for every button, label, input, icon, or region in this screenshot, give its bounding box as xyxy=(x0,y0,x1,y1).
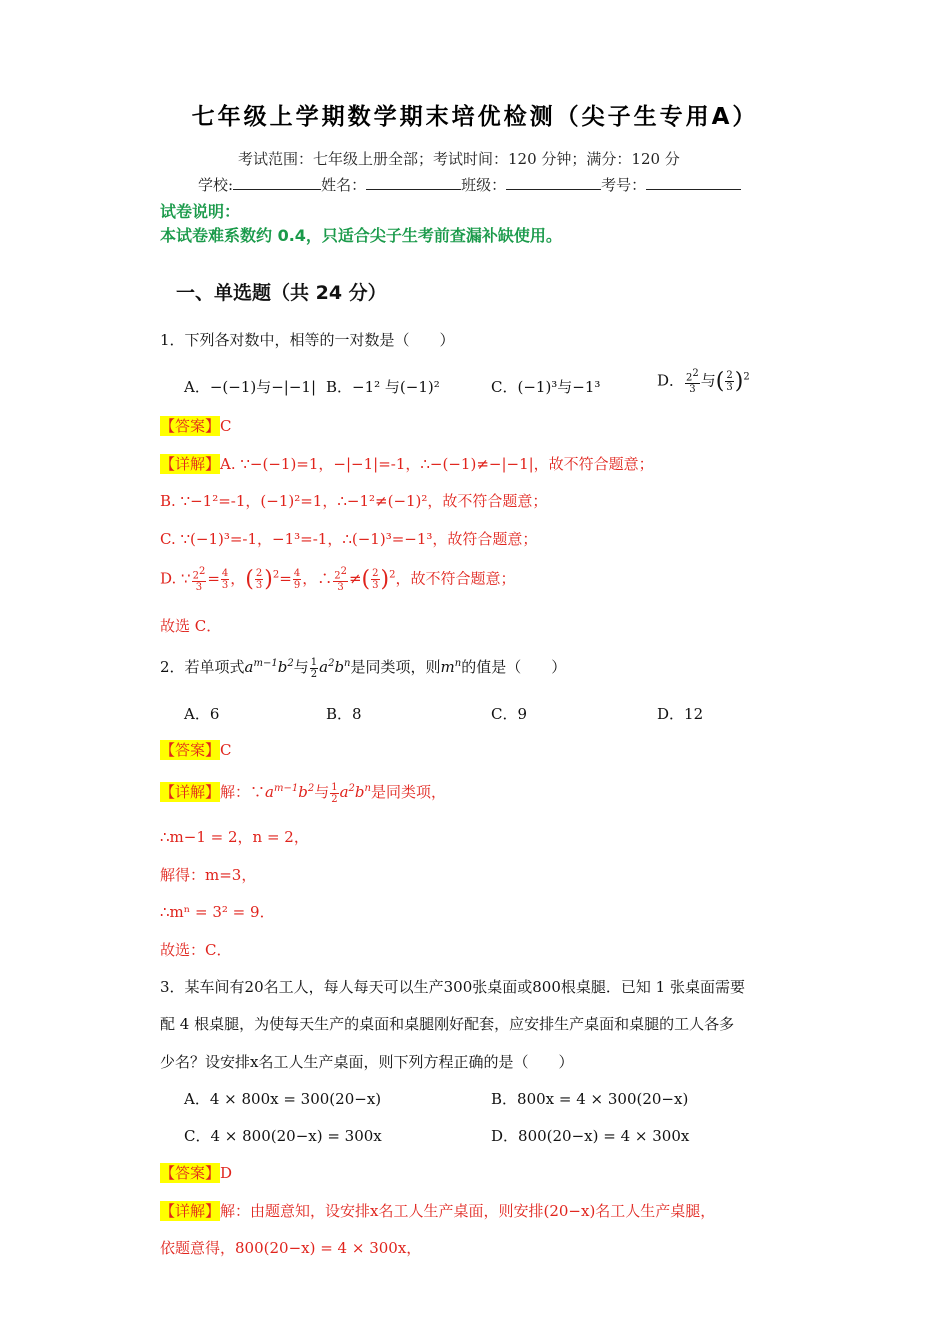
q2-option-b: B．8 xyxy=(326,705,362,723)
page-title: 七年级上学期数学期末培优检测（尖子生专用A） xyxy=(191,104,759,130)
q1-option-c: C．(−1)³与−1³ xyxy=(491,378,601,396)
number-label: 考号： xyxy=(601,176,647,194)
exam-info: 考试范围：七年级上册全部；考试时间：120 分钟；满分：120 分 xyxy=(238,150,680,168)
q3-detail-2: 依题意得，800(20−x) = 4 × 300x， xyxy=(160,1239,422,1257)
q1-conclusion: 故选 C． xyxy=(160,617,222,635)
q3-stem-line-2: 配 4 根桌腿，为使每天生产的桌面和桌腿刚好配套，应安排生产桌面和桌腿的工人各多 xyxy=(160,1015,735,1033)
q1-answer-value: C xyxy=(220,417,232,435)
q1-option-a: A．−(−1)与−|−1| xyxy=(184,378,317,396)
q3-stem-line-1: 3．某车间有20名工人，每人每天可以生产300张桌面或800根桌腿．已知 1 张桌面需要 xyxy=(160,978,745,996)
q1-detail-4: D. ∵ $\frac{2^2}{3}$ = $\frac{4}{3}$ ，( $\frac{2}{3}$ )$^2$= $\frac{4}{9}$ ，∴ $\frac{2^2}{3}$ ≠( $\frac{2}{3}$ )$^2$，故不符合题意； xyxy=(160,566,516,594)
detail-tag: 【详解】 xyxy=(160,455,221,473)
q1-option-b: B．−1² 与(−1)² xyxy=(326,378,440,396)
q1-option-d-label: D． xyxy=(657,371,685,390)
number-blank[interactable] xyxy=(646,175,741,190)
school-blank[interactable] xyxy=(233,175,321,190)
q2-detail-2: ∴m−1 = 2，n = 2， xyxy=(160,828,309,846)
student-fields xyxy=(198,174,741,195)
q2-option-a: A．6 xyxy=(184,705,220,723)
answer-tag: 【答案】 xyxy=(160,417,221,435)
q3-stem-line-3: 少名？设安排x名工人生产桌面，则下列方程正确的是（ ） xyxy=(160,1053,574,1071)
q3-option-d: D．800(20−x) = 4 × 300x xyxy=(491,1127,690,1145)
notes-title: 试卷说明： xyxy=(160,202,241,221)
q2-detail-1: 【详解】解：$\because a^{m-1}b^2$与 $\frac{1}{2}$ $a^2b^n$是同类项， xyxy=(160,781,446,805)
q1-stem: 1．下列各对数中，相等的一对数是（ ） xyxy=(160,331,455,349)
q2-detail-3: 解得：m=3， xyxy=(160,866,257,884)
q2-detail-4: ∴mⁿ = 3² = 9． xyxy=(160,903,275,921)
q1-detail-1: 【详解】A. ∵−(−1)=1，−|−1|=-1，∴−(−1)≠−|−1|，故不符合题意； xyxy=(160,455,654,473)
q3-option-a: A．4 × 800x = 300(20−x) xyxy=(184,1090,382,1108)
q3-option-c: C．4 × 800(20−x) = 300x xyxy=(184,1127,382,1145)
name-label: 姓名： xyxy=(321,176,367,194)
q3-option-b: B．800x = 4 × 300(20−x) xyxy=(491,1090,689,1108)
class-blank[interactable] xyxy=(506,175,601,190)
q2-conclusion: 故选：C． xyxy=(160,941,232,959)
q1-detail-2: B. ∵−1²=-1，(−1)²=1，∴−1²≠(−1)²，故不符合题意； xyxy=(160,492,548,510)
name-blank[interactable] xyxy=(366,175,461,190)
q2-option-d: D．12 xyxy=(657,705,704,723)
q3-answer: 【答案】D xyxy=(160,1164,233,1182)
q1-answer xyxy=(160,415,232,436)
q2-answer: 【答案】C xyxy=(160,741,232,759)
school-label: 学校: xyxy=(198,176,234,194)
q2-option-c: C．9 xyxy=(491,705,528,723)
notes-body: 本试卷难系数约 0.4，只适合尖子生考前查漏补缺使用。 xyxy=(160,226,562,245)
class-label: 班级： xyxy=(461,176,507,194)
q1-detail-3: C. ∵(−1)³=-1，−1³=-1，∴(−1)³=−1³，故符合题意； xyxy=(160,530,538,548)
q2-stem: 2．若单项式$a^{m-1}b^2$与 $\frac{1}{2}$ $a^2b^n$是同类项，则$m^n$的值是（ ） xyxy=(160,656,567,680)
q1-option-d: D． $\frac{2^2}{3}$ 与( $\frac{2}{3}$ )$^2$ xyxy=(657,368,750,396)
q3-detail-1: 【详解】解：由题意知，设安排x名工人生产桌面，则安排(20−x)名工人生产桌腿， xyxy=(160,1202,716,1220)
section-heading: 一、单选题（共 24 分） xyxy=(176,282,387,304)
